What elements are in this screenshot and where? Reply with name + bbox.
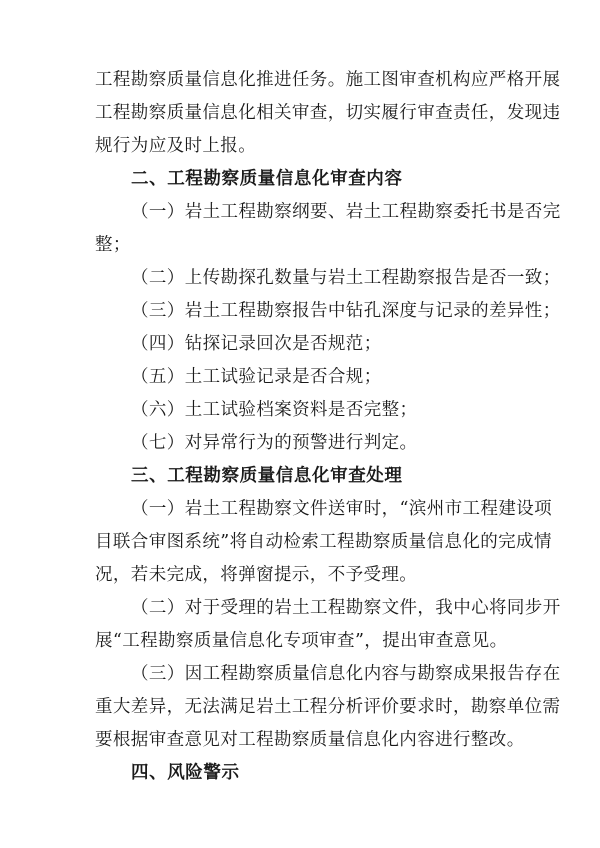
section-heading: 二、工程勘察质量信息化审查内容 [131,169,403,189]
list-item: （一）岩土工程勘察纲要、岩土工程勘察委托书是否完 [131,202,561,222]
body-text-line: 要根据审查意见对工程勘察质量信息化内容进行整改。 [95,730,525,750]
list-item: （四）钻探记录回次是否规范； [131,334,382,354]
body-text-line: 整； [95,235,131,255]
body-text-line: 目联合审图系统”将自动检索工程勘察质量信息化的完成情 [95,532,552,552]
list-item: （五）土工试验记录是否合规； [131,367,382,387]
list-item: （六）土工试验档案资料是否完整； [131,400,418,420]
list-item: （七）对异常行为的预警进行判定。 [131,433,418,453]
section-heading: 四、风险警示 [131,763,240,783]
body-text-line: 展“工程勘察质量信息化专项审查”，提出审查意见。 [95,631,508,651]
list-item: （二）对于受理的岩土工程勘察文件，我中心将同步开 [131,598,561,618]
body-text-line: 规行为应及时上报。 [95,136,257,156]
body-text-line: 工程勘察质量信息化相关审查，切实履行审查责任，发现违 [95,103,561,123]
body-text-line: 况，若未完成，将弹窗提示，不予受理。 [95,565,418,585]
list-item: （三）岩土工程勘察报告中钻孔深度与记录的差异性； [131,301,561,321]
section-heading: 三、工程勘察质量信息化审查处理 [131,466,403,486]
list-item: （三）因工程勘察质量信息化内容与勘察成果报告存在 [131,664,561,684]
body-text-line: 重大差异，无法满足岩土工程分析评价要求时，勘察单位需 [95,697,561,717]
list-item: （一）岩土工程勘察文件送审时，“滨州市工程建设项 [131,499,553,519]
body-text-line: 工程勘察质量信息化推进任务。施工图审查机构应严格开展 [95,70,561,90]
list-item: （二）上传勘探孔数量与岩土工程勘察报告是否一致； [131,268,561,288]
